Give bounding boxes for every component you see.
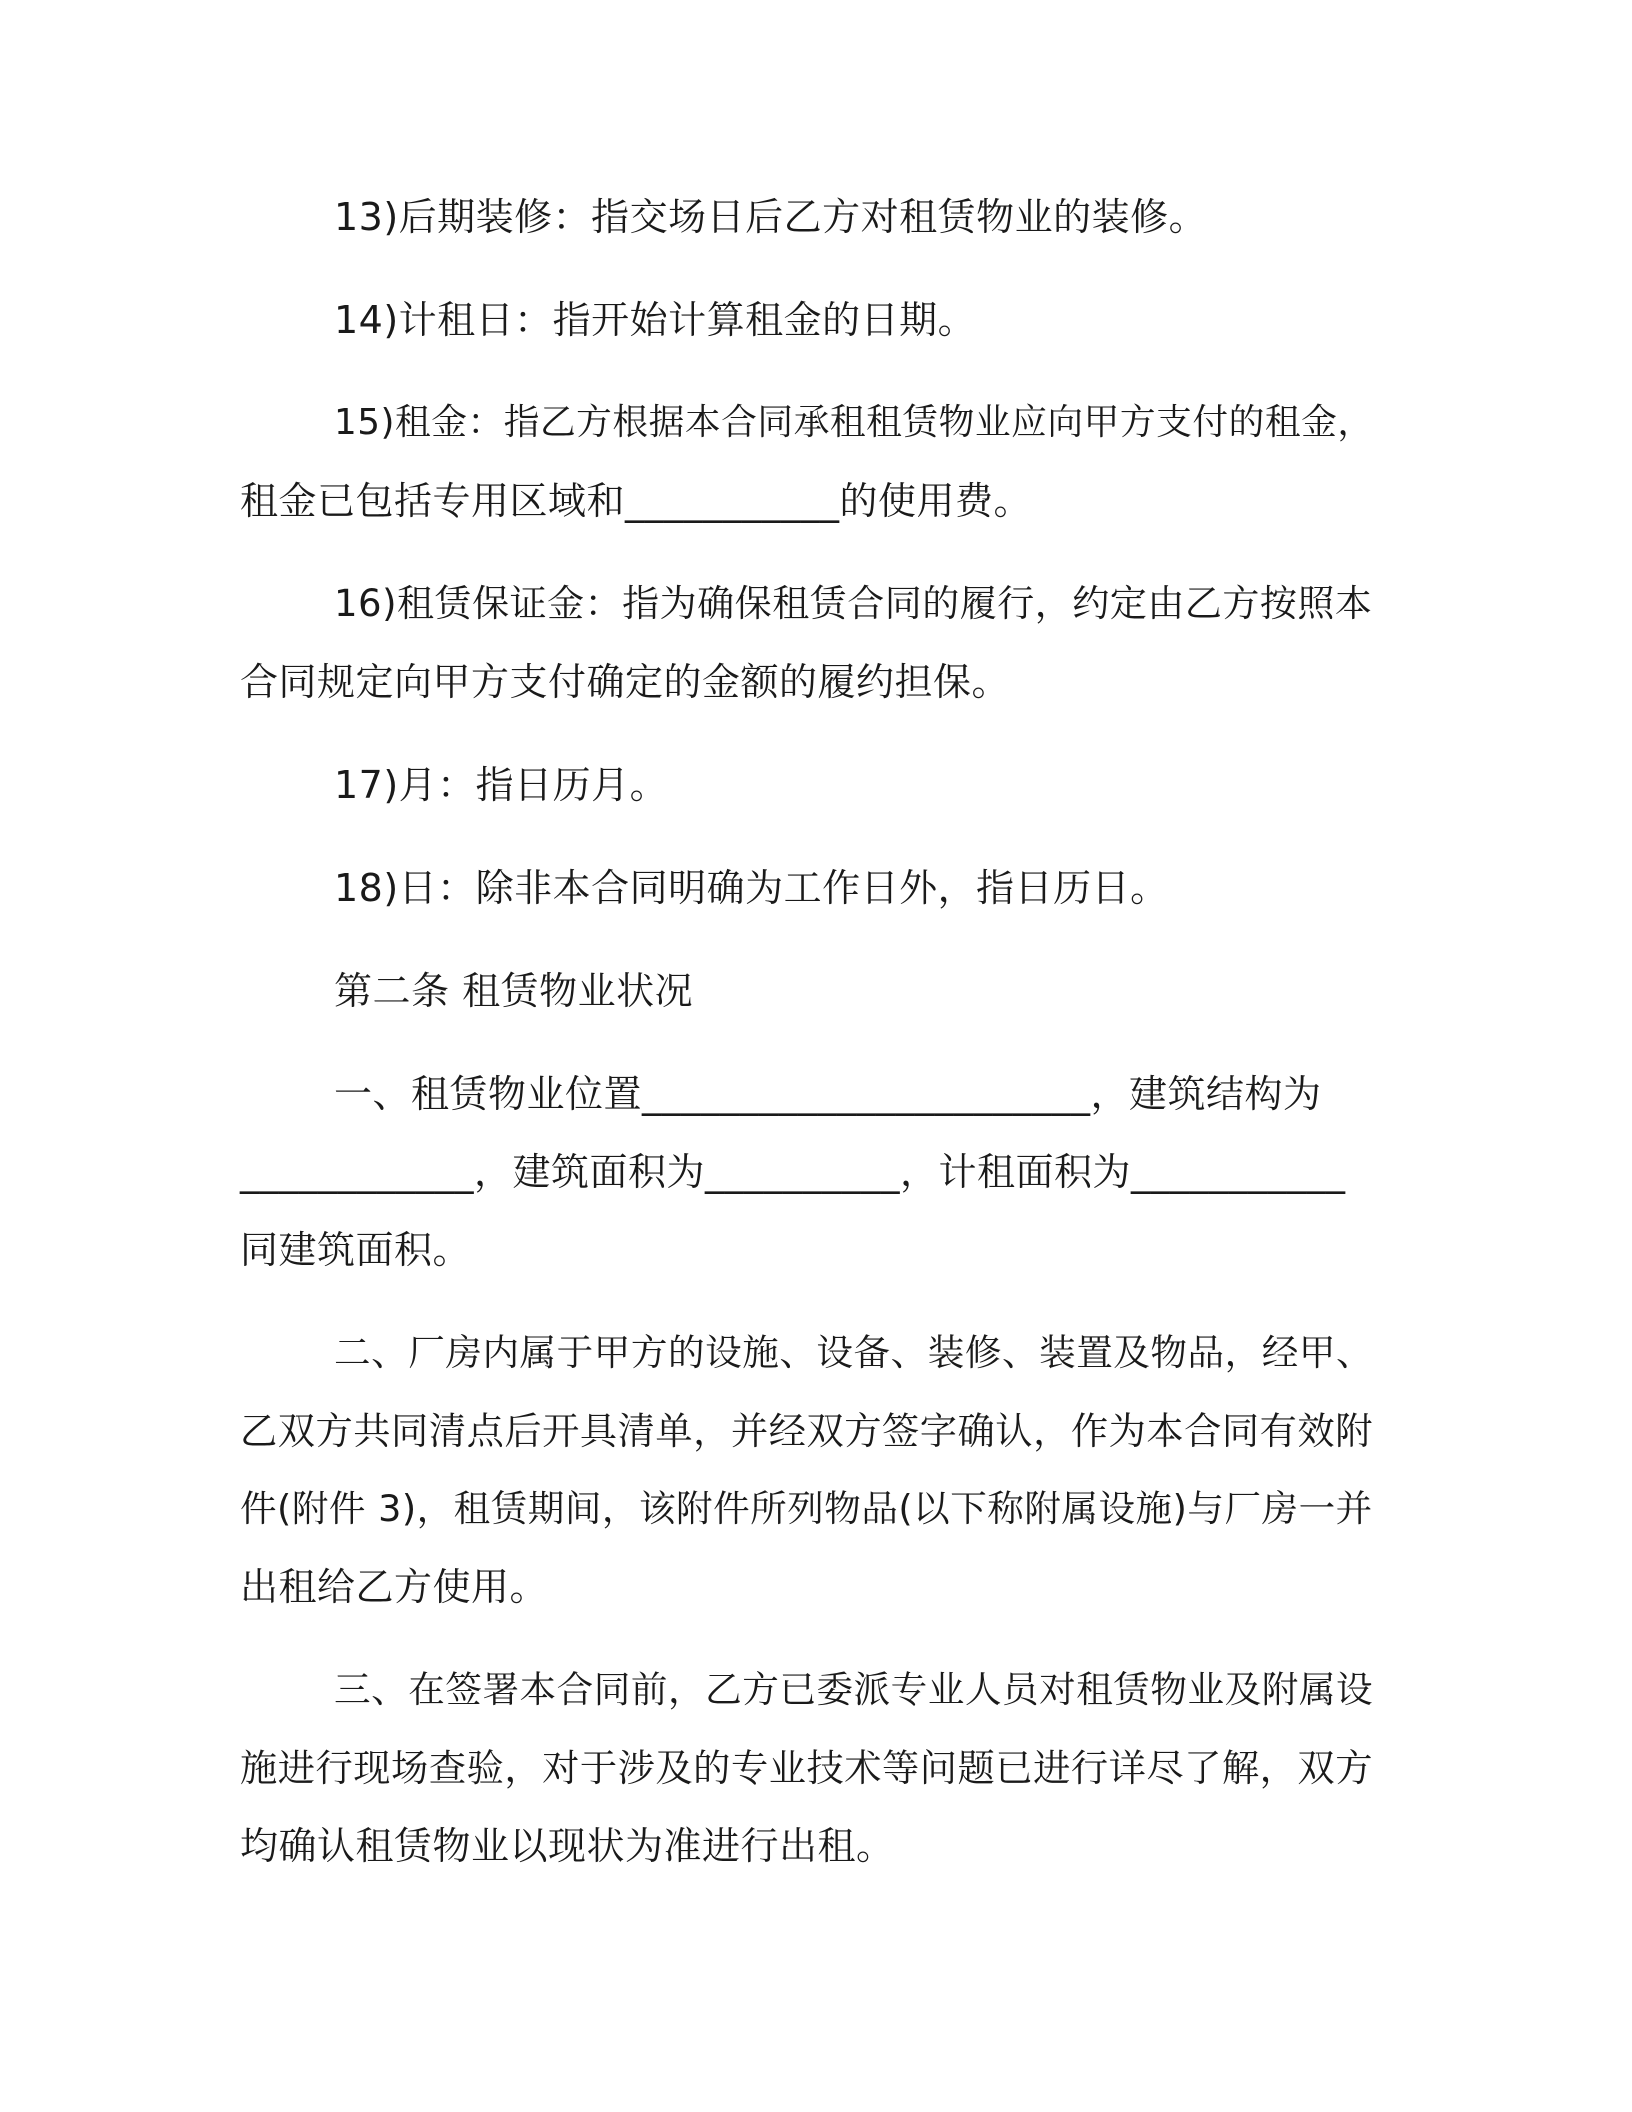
clause-1-line-1: 一、租赁物业位置_______________________，建筑结构为 xyxy=(334,1072,1322,1116)
definition-14: 14)计租日：指开始计算租金的日期。 xyxy=(334,298,977,342)
definition-17: 17)月：指日历月。 xyxy=(334,763,669,807)
definition-15-line-2: 租金已包括专用区域和___________的使用费。 xyxy=(240,479,1033,523)
definition-16-line-2: 合同规定向甲方支付确定的金额的履约担保。 xyxy=(240,660,1011,704)
definition-15-line-1: 15)租金：指乙方根据本合同承租租赁物业应向甲方支付的租金， xyxy=(334,402,1374,443)
clause-1-line-3: 同建筑面积。 xyxy=(240,1228,472,1272)
clause-3-line-1: 三、在签署本合同前，乙方已委派专业人员对租赁物业及附属设 xyxy=(334,1668,1374,1711)
definition-18: 18)日：除非本合同明确为工作日外，指日历日。 xyxy=(334,866,1169,910)
clause-2-line-2: 乙双方共同清点后开具清单，并经双方签字确认，作为本合同有效附 xyxy=(240,1409,1373,1453)
clause-1-line-2: ____________，建筑面积为__________，计租面积为___________ xyxy=(240,1150,1346,1194)
clause-2-line-4: 出租给乙方使用。 xyxy=(240,1565,549,1609)
article-2-heading: 第二条 租赁物业状况 xyxy=(334,969,694,1013)
clause-2-line-3: 件(附件 3)，租赁期间，该附件所列物品(以下称附属设施)与厂房一并 xyxy=(240,1487,1373,1530)
clause-2-line-1: 二、厂房内属于甲方的设施、设备、装修、装置及物品，经甲、 xyxy=(334,1331,1374,1374)
definition-16-line-1: 16)租赁保证金：指为确保租赁合同的履行，约定由乙方按照本 xyxy=(334,582,1373,625)
definition-13: 13)后期装修：指交场日后乙方对租赁物业的装修。 xyxy=(334,195,1208,239)
clause-3-line-2: 施进行现场查验，对于涉及的专业技术等问题已进行详尽了解，双方 xyxy=(240,1746,1373,1790)
clause-3-line-3: 均确认租赁物业以现状为准进行出租。 xyxy=(240,1824,895,1868)
